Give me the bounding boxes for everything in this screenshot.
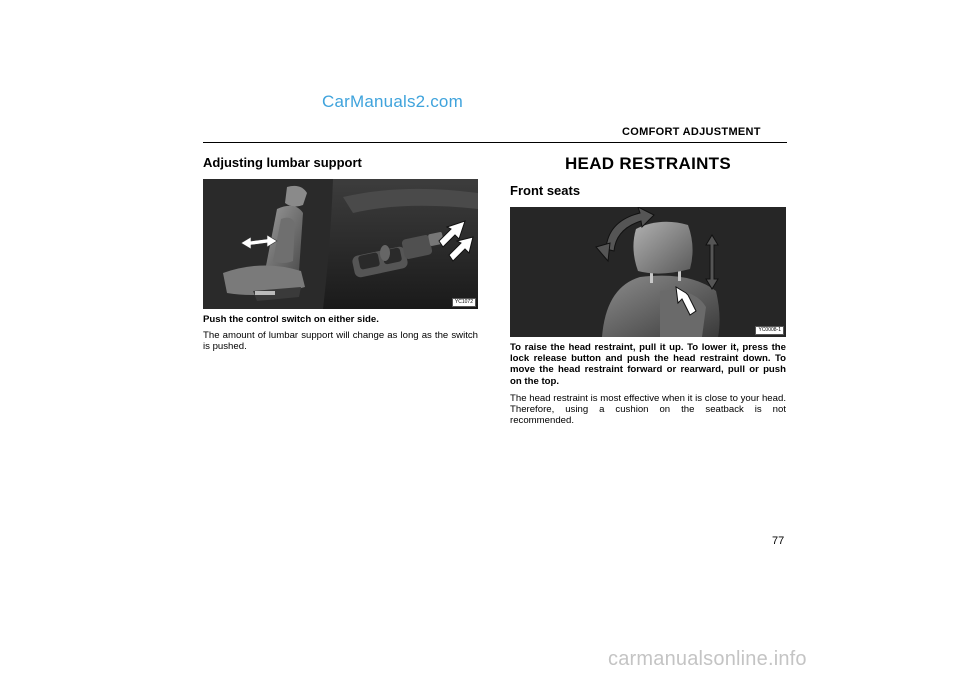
head-restraint-drawing	[633, 222, 692, 274]
head-restraint-instruction: To raise the head restraint, pull it up. To lower it, press the lock release button and push the head restraint down. To move the head restraint forward or rearward, pull or push on the top.	[510, 342, 786, 387]
lumbar-image-code: YC1072	[452, 298, 476, 307]
head-restraint-image-code: YC0008-1	[755, 326, 784, 335]
head-restraints-title: HEAD RESTRAINTS	[564, 154, 731, 173]
door-switch-panel	[323, 179, 478, 309]
header-rule	[203, 142, 787, 143]
page-number: 77	[772, 535, 785, 547]
watermark-bottom: carmanualsonline.info	[608, 648, 807, 670]
head-restraint-body: The head restraint is most effective when it is close to your head. Therefore, using a cushion on the seatback is not recommended.	[510, 393, 786, 427]
lumbar-body: The amount of lumbar support will change as long as the switch is pushed.	[203, 330, 478, 353]
lumbar-heading: Adjusting lumbar support	[203, 155, 362, 170]
lumbar-photo	[203, 179, 478, 309]
head-restraint-photo	[510, 207, 786, 337]
section-header: COMFORT ADJUSTMENT	[622, 126, 761, 138]
front-seats-heading: Front seats	[510, 183, 581, 198]
lumbar-instruction: Push the control switch on either side.	[203, 314, 379, 325]
watermark-top: CarManuals2.com	[322, 92, 463, 111]
